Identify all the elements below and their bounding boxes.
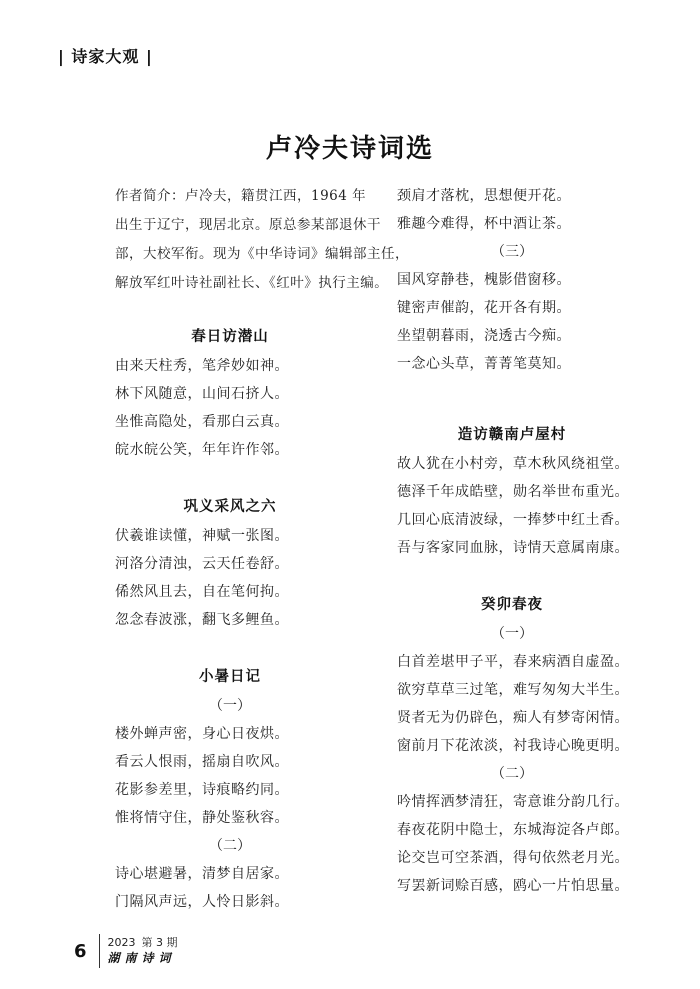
part-number: （二） — [209, 838, 251, 854]
poem-gongyi-caifeng — [115, 492, 345, 634]
poem-title: 癸卯春夜 — [481, 596, 543, 613]
poem-zaofang-ganan-luwucun — [397, 420, 627, 562]
page-title: 卢冷夫诗词选 — [265, 134, 434, 164]
poem-line: 贤者无为仍辟色，痴人有梦寄闲情。 — [397, 710, 629, 726]
spacer — [397, 406, 627, 420]
issue-number: 第 3 期 — [141, 936, 178, 949]
poem-line: 忽念春波涨，翻飞多鲤鱼。 — [115, 612, 289, 628]
issue-info — [108, 936, 178, 950]
poem-chunri-fang-qianshan — [115, 322, 345, 464]
poem-line: 键密声催韵，花开各有期。 — [397, 300, 571, 316]
poem-line: 皖水皖公笑，年年许作邻。 — [115, 442, 289, 458]
poem-line: 国风穿静巷，槐影借窗移。 — [397, 272, 571, 288]
poem-line: 诗心堪避暑，清梦自居家。 — [115, 866, 289, 882]
poem-title: 春日访潜山 — [191, 328, 269, 345]
part-number: （一） — [209, 698, 251, 714]
poem-line: 林下风随意，山间石挤人。 — [115, 386, 289, 402]
poem-title: 小暑日记 — [199, 668, 261, 685]
spacer — [397, 378, 627, 406]
poem-line: 惟将情守住，静处鉴秋容。 — [115, 810, 289, 826]
journal-name: 湖南诗词 — [107, 951, 176, 965]
right-column — [397, 182, 627, 900]
page-footer — [74, 933, 178, 969]
poem-line: 论交岂可空茶酒，得句依然老月光。 — [397, 850, 629, 866]
footer-info — [108, 936, 178, 966]
poem-line: 伏羲谁读懂，神赋一张图。 — [115, 528, 289, 544]
poem-line: 颈肩才落枕，思想便开花。 — [397, 188, 571, 204]
poem-line: 故人犹在小村旁，草木秋风绕祖堂。 — [397, 456, 629, 472]
poem-xiaoshu-riji — [115, 662, 345, 916]
poem-line: 几回心底清波绿，一捧梦中红土香。 — [397, 512, 629, 528]
part-number: （一） — [491, 626, 533, 642]
poem-line: 花影参差里，诗痕略约同。 — [115, 782, 289, 798]
poem-title: 造访赣南卢屋村 — [457, 426, 567, 443]
section-tag: | 诗家大观 | — [58, 47, 153, 66]
part-number: （三） — [491, 244, 533, 260]
footer-divider — [99, 934, 100, 968]
spacer — [115, 464, 345, 492]
intro-line: 部，大校军衔。现为《中华诗词》编辑部主任， — [115, 246, 409, 262]
poem-line: 楼外蝉声密，身心日夜烘。 — [115, 726, 289, 742]
intro-line: 出生于辽宁，现居北京。原总参某部退休干 — [115, 217, 381, 233]
poem-line: 德泽千年成皓壁，勋名举世布重光。 — [397, 484, 629, 500]
part-number: （二） — [491, 766, 533, 782]
poem-line: 坐惟高隐处，看那白云真。 — [115, 414, 289, 430]
poem-line: 窗前月下花浓淡，衬我诗心晚更明。 — [397, 738, 629, 754]
left-column — [115, 182, 409, 916]
poem-line: 河洛分清浊，云天任卷舒。 — [115, 556, 289, 572]
poem-title: 巩义采风之六 — [183, 498, 277, 515]
spacer — [115, 634, 345, 662]
issue-year: 2023 — [107, 936, 136, 949]
poem-line: 白首差堪甲子平，春来病酒自虚盈。 — [397, 654, 629, 670]
poem-line: 写罢新词赊百感，鸥心一片怕思量。 — [397, 878, 629, 894]
poem-line: 吾与客家同血脉，诗情天意属南康。 — [397, 540, 629, 556]
poem-line: 欲穷草草三过笔，难写匆匆大半生。 — [397, 682, 629, 698]
intro-line: 解放军红叶诗社副社长、《红叶》执行主编。 — [115, 275, 389, 291]
poem-line: 门隔风声远，人怜日影斜。 — [115, 894, 289, 910]
poem-line: 看云人恨雨，摇扇自吹风。 — [115, 754, 289, 770]
poem-line: 俙然风且去，自在笔何拘。 — [115, 584, 289, 600]
poem-line: 春夜花阴中隐士，东城海淀各卢郎。 — [397, 822, 629, 838]
poem-line: 由来天柱秀，笔斧妙如神。 — [115, 358, 289, 374]
spacer — [397, 562, 627, 590]
author-intro — [115, 182, 409, 298]
poem-line: 坐望朝暮雨，浇透古今痴。 — [397, 328, 571, 344]
page-number: 6 — [74, 940, 87, 962]
poem-line: 一念心头草，菁菁笔莫知。 — [397, 356, 571, 372]
poem-line: 吟情挥洒梦清狂，寄意谁分韵几行。 — [397, 794, 629, 810]
poem-guimao-chunye — [397, 590, 627, 900]
poem-line: 雅趣今难得，杯中酒让茶。 — [397, 216, 571, 232]
intro-line: 作者简介：卢冷夫，籍贯江西，1964 年 — [115, 188, 367, 204]
